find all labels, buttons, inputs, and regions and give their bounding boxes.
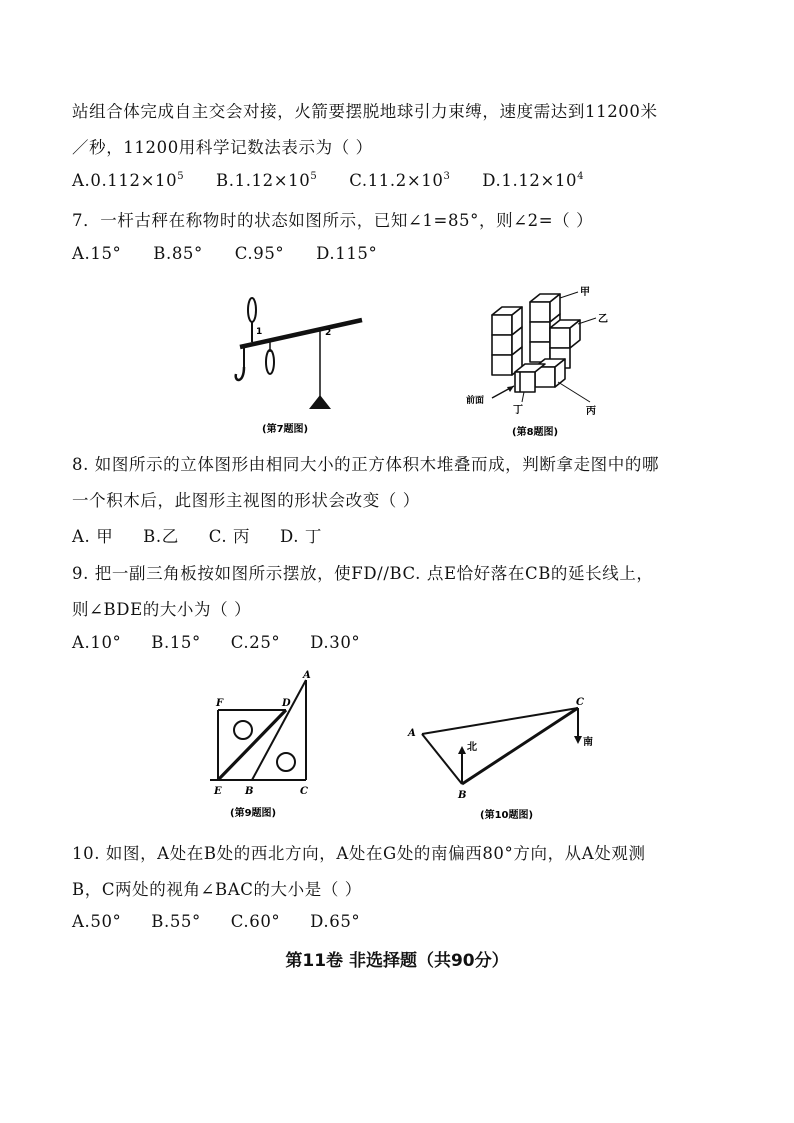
figure-7-steelyard [222,292,372,440]
q10-option-d: D.65° [310,912,361,931]
figure-8-caption: (第8题图) [512,427,559,438]
q6-line-2: ／秒，11200用科学记数法表示为（ ） [72,138,373,157]
point-d-label: D [282,698,291,709]
q9-option-a: A.10° [72,633,122,652]
q8-option-d: D. 丁 [280,527,323,546]
figure-9-set-squares [200,668,330,826]
q6-option-b: $B.1.12\times 10^5$ [216,171,318,190]
q8-option-b: B.乙 [143,527,179,546]
q8-options [72,523,346,547]
label-front: 前面 [466,396,485,406]
point-c-label: C [576,697,584,708]
point-a-label: A [303,670,311,681]
q7-option-a: A.15° [72,244,122,263]
q6-line-1: 站组合体完成自主交会对接，火箭要摆脱地球引力束缚，速度需达到11200米 [72,102,658,121]
q9-option-c: C.25° [230,633,281,652]
q7-stem: 7．一杆古秤在称物时的状态如图所示，已知∠1=85°，则∠2=（ ） [72,211,594,230]
q9-options [72,633,384,652]
q9-option-b: B.15° [151,633,201,652]
figure-9-caption: (第9题图) [230,808,277,819]
point-b-label: B [458,790,467,801]
label-bing: 丙 [586,406,596,417]
section-title: 第11卷 非选择题（共90分） [285,951,509,971]
point-f-label: F [216,698,224,709]
q8-line-2: 一个积木后，此图形主视图的形状会改变（ ） [72,491,420,510]
left-column [492,307,522,375]
q8-option-c: C. 丙 [208,527,251,546]
q10-option-c: C.60° [230,912,281,931]
q7-options [72,244,403,263]
lower-loop [266,350,274,374]
q9-option-d: D.30° [310,633,361,652]
figure-7-caption: (第7题图) [262,424,309,435]
q7-option-d: D.115° [316,244,378,263]
q7-option-b: B.85° [153,244,203,263]
q10-option-a: A.50° [72,912,122,931]
q9-line-2: 则∠BDE的大小为（ ） [72,600,252,619]
q10-line-1: 10. 如图，A处在B处的西北方向，A处在G处的南偏西80°方向，从A处观测 [72,844,646,863]
angle-1-label: 1 [256,327,263,337]
q8-line-1: 8. 如图所示的立体图形由相同大小的正方体积木堆叠而成，判断拿走图中的哪 [72,455,660,474]
point-b-label: B [245,786,254,797]
south-label: 南 [583,737,593,748]
angle-2-label: 2 [325,328,332,338]
south-arrow-head [574,736,582,744]
point-a-label: A [408,728,416,739]
q10-options [72,912,384,931]
point-e-label: E [214,786,222,797]
label-ding: 丁 [513,405,523,416]
hanging-loop [248,298,256,322]
q10-option-b: B.55° [151,912,201,931]
figure-10-caption: (第10题图) [480,810,534,821]
q6-option-d: $D.1.12\times 10^4$ [482,171,585,190]
q8-option-a: A. 甲 [72,527,114,546]
hook [236,367,244,380]
q7-option-c: C.95° [234,244,285,263]
q9-line-1: 9. 把一副三角板按如图所示摆放，使FD//BC. 点E恰好落在CB的延长线上， [72,564,654,583]
q6-options [72,171,610,190]
q6-option-a: $A.0.112\times 10^5$ [72,171,185,190]
q6-option-c: $C.11.2\times 10^3$ [349,171,451,190]
north-label: 北 [467,742,477,753]
point-c-label: C [300,786,308,797]
label-jia: 甲 [580,287,590,298]
north-arrow-head [458,746,466,754]
q10-line-2: B，C两处的视角∠BAC的大小是（ ） [72,880,362,899]
label-yi: 乙 [598,314,608,325]
figure-10-bearings [400,694,600,826]
figure-8-cubes [460,280,620,442]
counterweight [309,395,331,409]
